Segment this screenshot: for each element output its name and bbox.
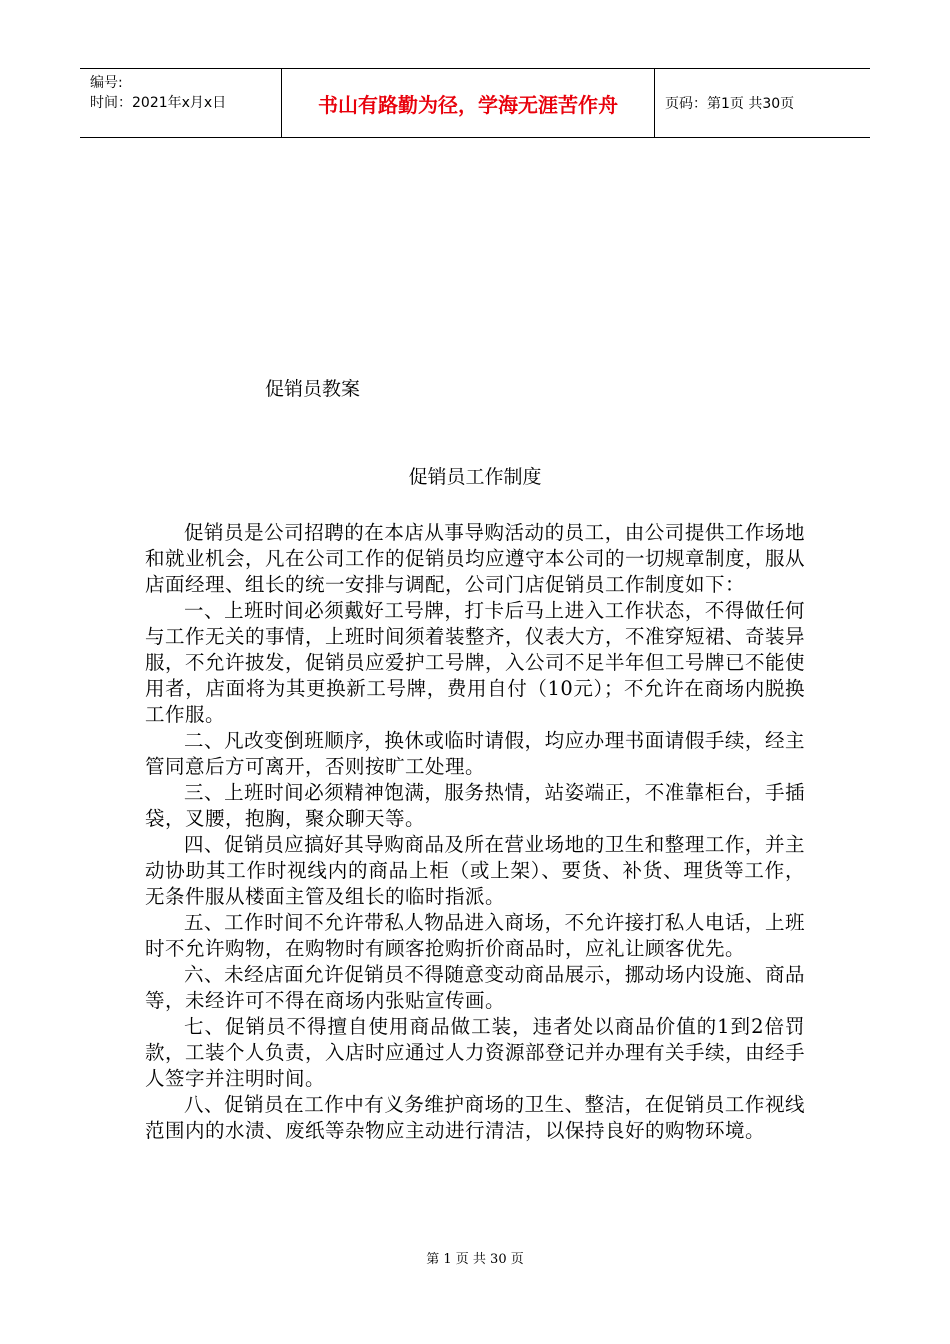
header-page-info: 页码：第1页 共30页 — [665, 96, 795, 112]
rule-paragraph-6: 六、未经店面允许促销员不得随意变动商品展示，挪动场内设施、商品等，未经许可不得在商场内张贴宣传画。 — [145, 963, 805, 1012]
document-title: 促销员教案 — [265, 378, 361, 400]
rule-paragraph-8: 八、促销员在工作中有义务维护商场的卫生、整洁，在促销员工作视线范围内的水渍、废纸等杂物应主动进行清洁，以保持良好的购物环境。 — [145, 1093, 805, 1142]
page-footer: 第 1 页 共 30 页 — [426, 1252, 524, 1267]
rule-paragraph-4: 四、促销员应搞好其导购商品及所在营业场地的卫生和整理工作，并主动协助其工作时视线内的商品上柜（或上架）、要货、补货、理货等工作，无条件服从楼面主管及组长的临时指派。 — [145, 833, 805, 908]
page-header — [80, 68, 870, 138]
header-meta — [80, 69, 282, 137]
rule-paragraph-1: 一、上班时间必须戴好工号牌，打卡后马上进入工作状态，不得做任何与工作无关的事情，上班时间须着装整齐，仪表大方，不准穿短裙、奇装异服，不允许披发，促销员应爱护工号牌，入公司不足半年但工号牌已不能使用者，店面将为其更换新工号牌，费用自付（10元）；不允许在商场内脱换工作服。 — [145, 599, 806, 726]
rule-paragraph-5: 五、工作时间不允许带私人物品进入商场，不允许接打私人电话，上班时不允许购物，在购物时有顾客抢购折价商品时，应礼让顾客优先。 — [145, 911, 805, 960]
time-label: 时间：2021年x月x日 — [90, 95, 227, 111]
rule-paragraph-3: 三、上班时间必须精神饱满，服务热情，站姿端正，不准靠柜台，手插袋，叉腰，抱胸，聚众聊天等。 — [145, 781, 805, 830]
section-title: 促销员工作制度 — [408, 466, 542, 488]
intro-paragraph: 促销员是公司招聘的在本店从事导购活动的员工，由公司提供工作场地和就业机会，凡在公司工作的促销员均应遵守本公司的一切规章制度，服从店面经理、组长的统一安排与调配，公司门店促销员工作制度如下： — [145, 521, 806, 596]
document-body — [145, 520, 805, 1144]
header-motto: 书山有路勤为径，学海无涯苦作舟 — [282, 69, 655, 137]
number-label: 编号: — [90, 75, 123, 91]
rule-paragraph-7: 七、促销员不得擅自使用商品做工装，违者处以商品价值的1到2倍罚款，工装个人负责，入店时应通过人力资源部登记并办理有关手续，由经手人签字并注明时间。 — [145, 1015, 806, 1090]
rule-paragraph-2: 二、凡改变倒班顺序，换休或临时请假，均应办理书面请假手续，经主管同意后方可离开，否则按旷工处理。 — [145, 729, 805, 778]
